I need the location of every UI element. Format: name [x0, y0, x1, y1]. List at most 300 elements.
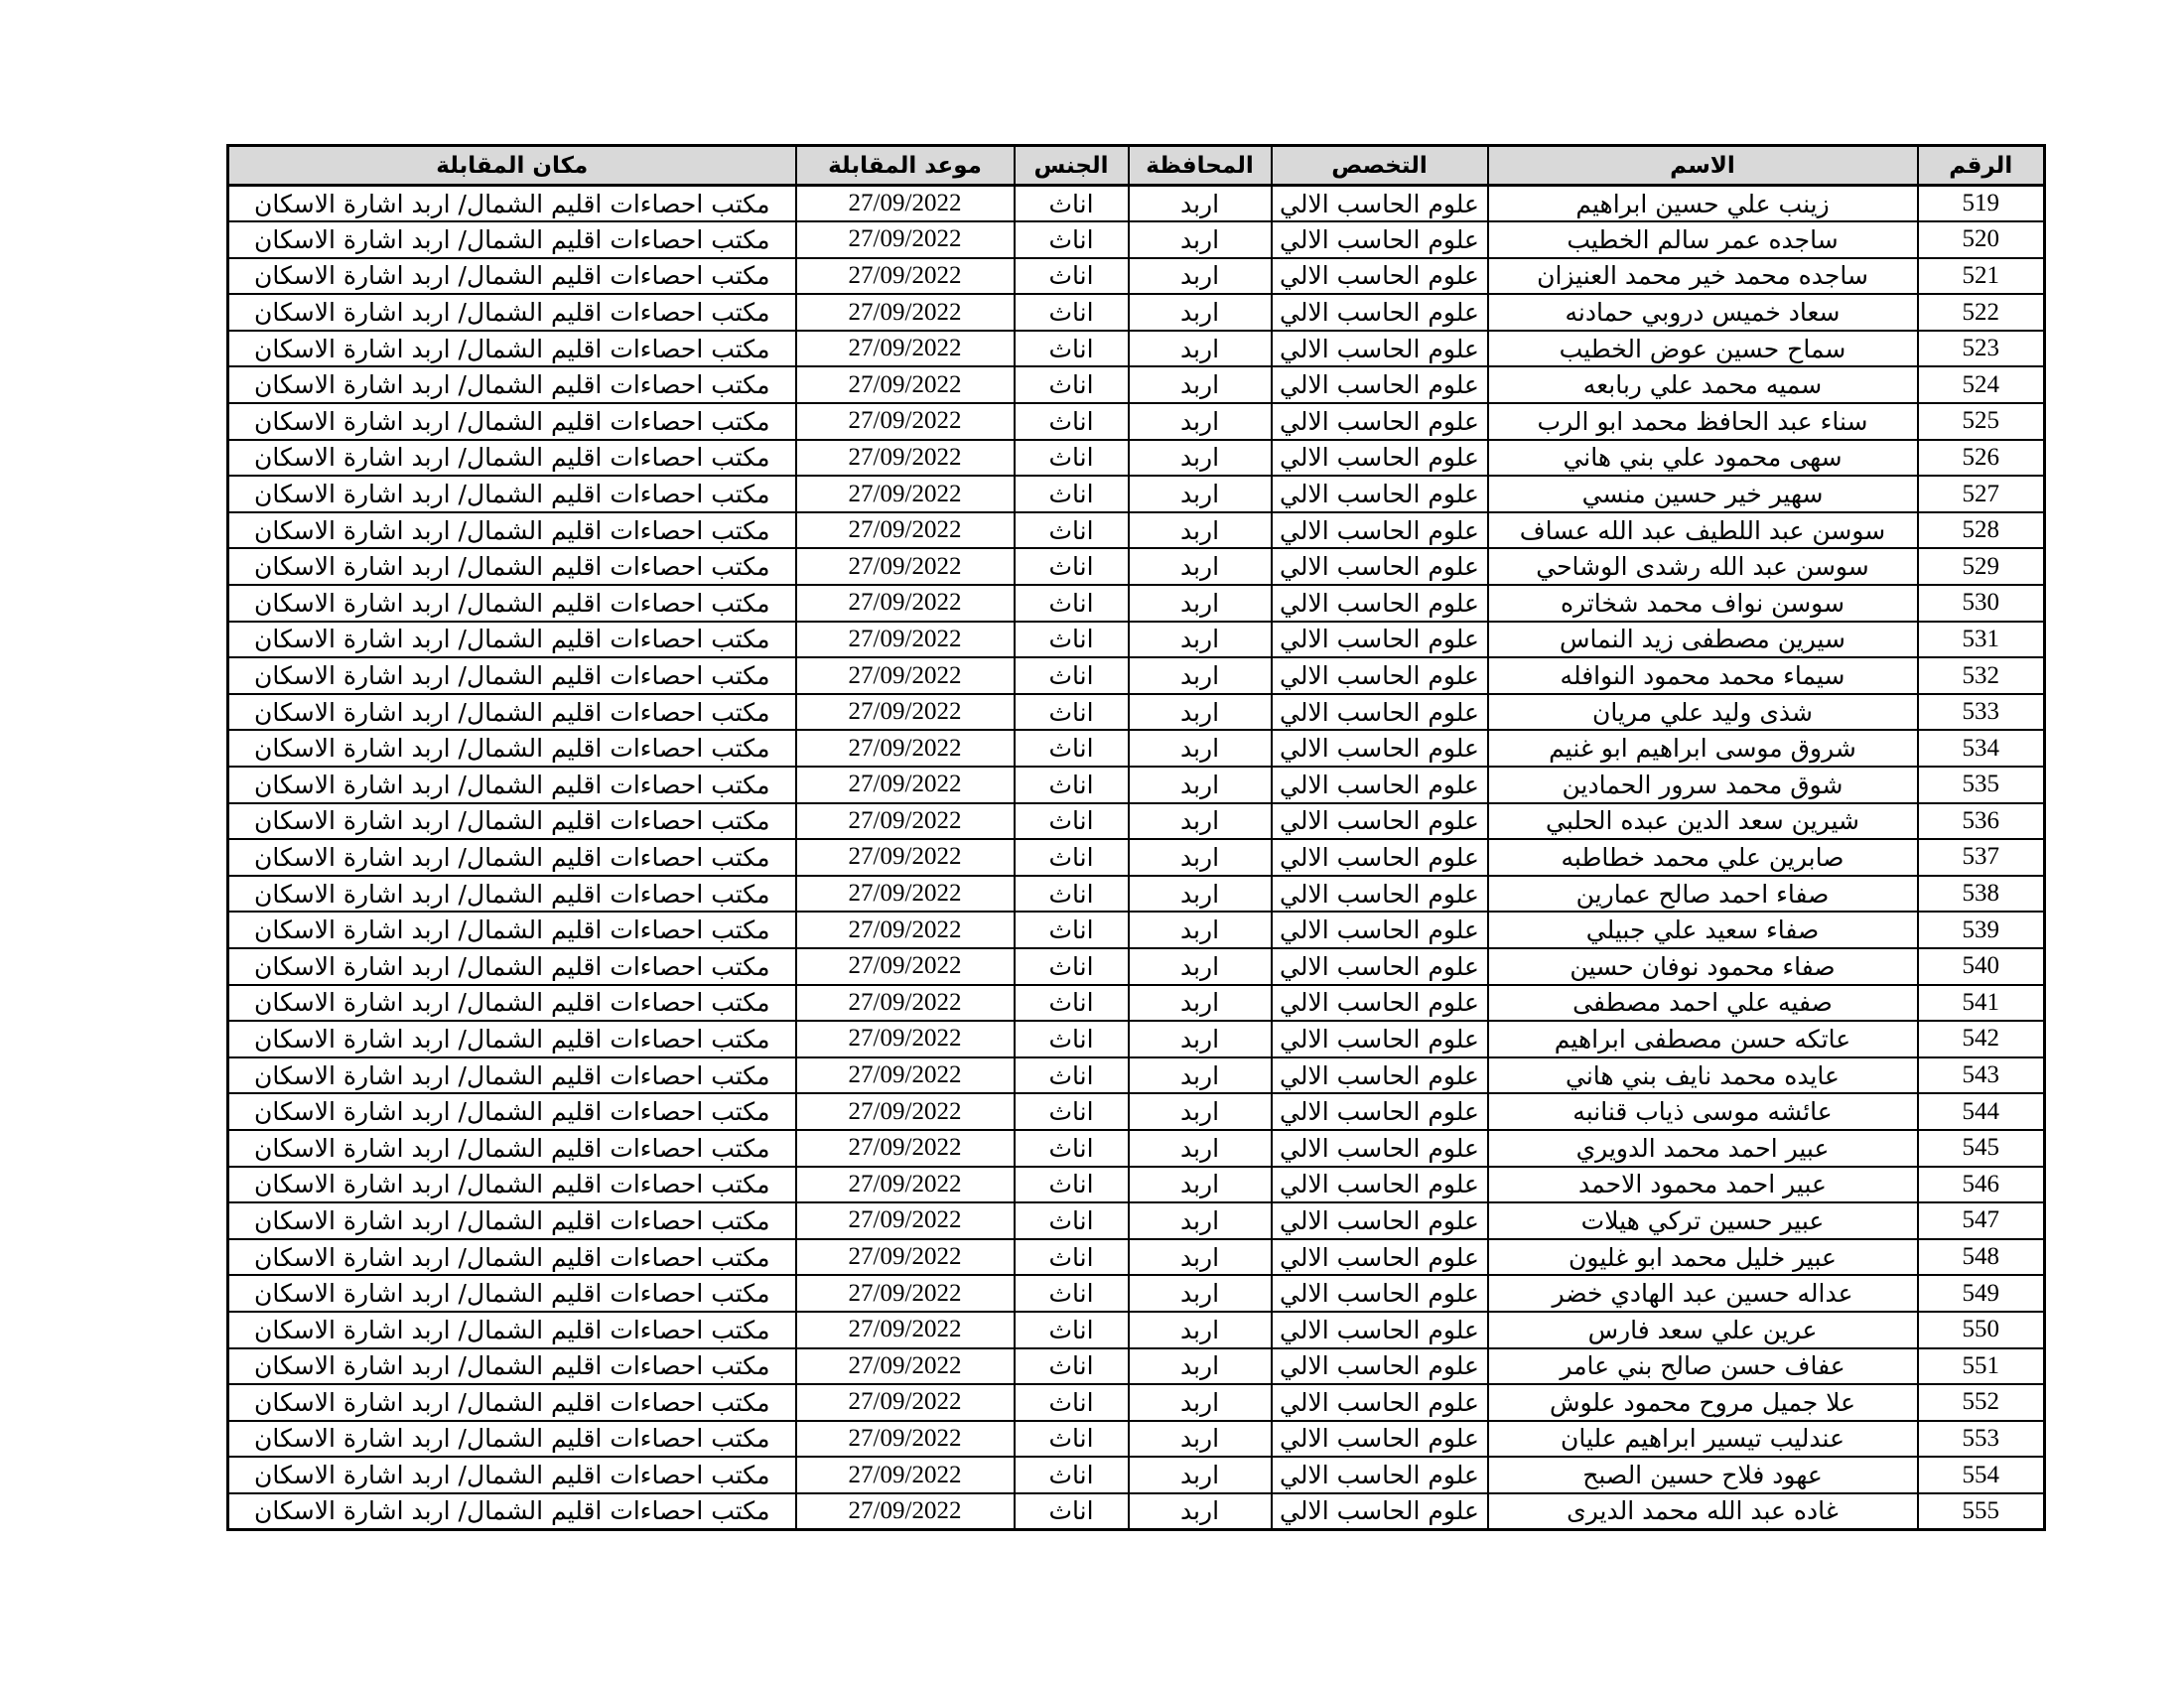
cell-specialization: علوم الحاسب الالي — [1272, 476, 1488, 512]
cell-location: مكتب احصاءات اقليم الشمال/ اربد اشارة الاسكان — [228, 767, 796, 803]
cell-gender: اناث — [1015, 476, 1129, 512]
cell-name: صفيه علي احمد مصطفى — [1488, 985, 1918, 1022]
cell-gender: اناث — [1015, 258, 1129, 295]
cell-specialization: علوم الحاسب الالي — [1272, 1057, 1488, 1094]
cell-governorate: اربد — [1129, 622, 1272, 658]
table-row — [228, 1021, 2045, 1057]
cell-location: مكتب احصاءات اقليم الشمال/ اربد اشارة الاسكان — [228, 585, 796, 622]
cell-location: مكتب احصاءات اقليم الشمال/ اربد اشارة الاسكان — [228, 1202, 796, 1239]
column-header-num: الرقم — [1918, 146, 2045, 186]
cell-num: 530 — [1918, 585, 2045, 622]
cell-gender: اناث — [1015, 1202, 1129, 1239]
cell-num: 524 — [1918, 366, 2045, 403]
cell-date: 27/09/2022 — [796, 440, 1015, 477]
cell-num: 523 — [1918, 331, 2045, 367]
interview-schedule-table-wrap — [226, 144, 2046, 1531]
cell-name: صفاء محمود نوفان حسين — [1488, 948, 1918, 985]
cell-governorate: اربد — [1129, 294, 1272, 331]
cell-gender: اناث — [1015, 294, 1129, 331]
table-row — [228, 912, 2045, 948]
cell-num: 547 — [1918, 1202, 2045, 1239]
cell-location: مكتب احصاءات اقليم الشمال/ اربد اشارة الاسكان — [228, 948, 796, 985]
table-row — [228, 476, 2045, 512]
cell-name: سماح حسين عوض الخطيب — [1488, 331, 1918, 367]
table-row — [228, 548, 2045, 585]
cell-name: عبير خليل محمد ابو غليون — [1488, 1239, 1918, 1276]
header-row — [228, 146, 2045, 186]
cell-date: 27/09/2022 — [796, 1384, 1015, 1421]
cell-specialization: علوم الحاسب الالي — [1272, 1312, 1488, 1348]
cell-specialization: علوم الحاسب الالي — [1272, 876, 1488, 913]
cell-governorate: اربد — [1129, 1421, 1272, 1458]
cell-num: 525 — [1918, 403, 2045, 440]
table-row — [228, 440, 2045, 477]
cell-location: مكتب احصاءات اقليم الشمال/ اربد اشارة الاسكان — [228, 1093, 796, 1130]
cell-specialization: علوم الحاسب الالي — [1272, 948, 1488, 985]
cell-date: 27/09/2022 — [796, 221, 1015, 258]
cell-specialization: علوم الحاسب الالي — [1272, 221, 1488, 258]
cell-date: 27/09/2022 — [796, 258, 1015, 295]
table-row — [228, 803, 2045, 840]
cell-governorate: اربد — [1129, 440, 1272, 477]
cell-specialization: علوم الحاسب الالي — [1272, 403, 1488, 440]
cell-governorate: اربد — [1129, 1167, 1272, 1203]
cell-specialization: علوم الحاسب الالي — [1272, 912, 1488, 948]
cell-governorate: اربد — [1129, 476, 1272, 512]
cell-date: 27/09/2022 — [796, 730, 1015, 767]
cell-gender: اناث — [1015, 186, 1129, 222]
cell-location: مكتب احصاءات اقليم الشمال/ اربد اشارة الاسكان — [228, 657, 796, 694]
table-row — [228, 767, 2045, 803]
cell-governorate: اربد — [1129, 512, 1272, 549]
cell-specialization: علوم الحاسب الالي — [1272, 1384, 1488, 1421]
cell-name: عهود فلاح حسين الصبح — [1488, 1457, 1918, 1493]
cell-governorate: اربد — [1129, 1275, 1272, 1312]
cell-gender: اناث — [1015, 1093, 1129, 1130]
cell-date: 27/09/2022 — [796, 186, 1015, 222]
cell-date: 27/09/2022 — [796, 657, 1015, 694]
cell-num: 534 — [1918, 730, 2045, 767]
cell-location: مكتب احصاءات اقليم الشمال/ اربد اشارة الاسكان — [228, 440, 796, 477]
cell-gender: اناث — [1015, 622, 1129, 658]
cell-name: غاده عبد الله محمد الديرى — [1488, 1493, 1918, 1530]
table-row — [228, 1093, 2045, 1130]
cell-name: صابرين علي محمد خطاطبه — [1488, 839, 1918, 876]
cell-gender: اناث — [1015, 1421, 1129, 1458]
cell-gender: اناث — [1015, 912, 1129, 948]
cell-name: صفاء سعيد علي جبيلي — [1488, 912, 1918, 948]
cell-specialization: علوم الحاسب الالي — [1272, 585, 1488, 622]
cell-num: 531 — [1918, 622, 2045, 658]
cell-gender: اناث — [1015, 876, 1129, 913]
cell-date: 27/09/2022 — [796, 1130, 1015, 1167]
cell-num: 544 — [1918, 1093, 2045, 1130]
cell-name: عندليب تيسير ابراهيم عليان — [1488, 1421, 1918, 1458]
cell-governorate: اربد — [1129, 186, 1272, 222]
cell-date: 27/09/2022 — [796, 1348, 1015, 1385]
cell-location: مكتب احصاءات اقليم الشمال/ اربد اشارة الاسكان — [228, 803, 796, 840]
cell-name: عبير حسين تركي هيلات — [1488, 1202, 1918, 1239]
cell-specialization: علوم الحاسب الالي — [1272, 512, 1488, 549]
cell-governorate: اربد — [1129, 1457, 1272, 1493]
cell-date: 27/09/2022 — [796, 985, 1015, 1022]
cell-date: 27/09/2022 — [796, 512, 1015, 549]
cell-date: 27/09/2022 — [796, 1093, 1015, 1130]
cell-name: شذى وليد علي مريان — [1488, 694, 1918, 731]
cell-date: 27/09/2022 — [796, 1457, 1015, 1493]
cell-specialization: علوم الحاسب الالي — [1272, 1130, 1488, 1167]
cell-num: 528 — [1918, 512, 2045, 549]
cell-gender: اناث — [1015, 657, 1129, 694]
cell-name: سميه محمد علي ربابعه — [1488, 366, 1918, 403]
interview-schedule-table — [226, 144, 2046, 1531]
cell-governorate: اربد — [1129, 258, 1272, 295]
cell-name: عداله حسين عبد الهادي خضر — [1488, 1275, 1918, 1312]
cell-specialization: علوم الحاسب الالي — [1272, 1239, 1488, 1276]
cell-governorate: اربد — [1129, 1093, 1272, 1130]
column-header-name: الاسم — [1488, 146, 1918, 186]
cell-location: مكتب احصاءات اقليم الشمال/ اربد اشارة الاسكان — [228, 1057, 796, 1094]
cell-gender: اناث — [1015, 1493, 1129, 1530]
cell-name: سهى محمود علي بني هاني — [1488, 440, 1918, 477]
table-row — [228, 730, 2045, 767]
cell-gender: اناث — [1015, 1057, 1129, 1094]
table-row — [228, 366, 2045, 403]
cell-gender: اناث — [1015, 1239, 1129, 1276]
cell-governorate: اربد — [1129, 548, 1272, 585]
cell-date: 27/09/2022 — [796, 1021, 1015, 1057]
table-row — [228, 258, 2045, 295]
cell-gender: اناث — [1015, 1348, 1129, 1385]
cell-name: عائشه موسى ذياب قنانبه — [1488, 1093, 1918, 1130]
table-body — [228, 186, 2045, 1530]
cell-name: عايده محمد نايف بني هاني — [1488, 1057, 1918, 1094]
cell-date: 27/09/2022 — [796, 912, 1015, 948]
cell-specialization: علوم الحاسب الالي — [1272, 1457, 1488, 1493]
cell-num: 519 — [1918, 186, 2045, 222]
cell-date: 27/09/2022 — [796, 694, 1015, 731]
cell-num: 545 — [1918, 1130, 2045, 1167]
cell-date: 27/09/2022 — [796, 403, 1015, 440]
cell-specialization: علوم الحاسب الالي — [1272, 767, 1488, 803]
cell-governorate: اربد — [1129, 1348, 1272, 1385]
cell-specialization: علوم الحاسب الالي — [1272, 839, 1488, 876]
cell-name: سوسن عبد اللطيف عبد الله عساف — [1488, 512, 1918, 549]
cell-date: 27/09/2022 — [796, 1202, 1015, 1239]
cell-num: 529 — [1918, 548, 2045, 585]
table-row — [228, 331, 2045, 367]
cell-specialization: علوم الحاسب الالي — [1272, 1202, 1488, 1239]
cell-num: 554 — [1918, 1457, 2045, 1493]
cell-location: مكتب احصاءات اقليم الشمال/ اربد اشارة الاسكان — [228, 876, 796, 913]
cell-date: 27/09/2022 — [796, 876, 1015, 913]
cell-governorate: اربد — [1129, 331, 1272, 367]
cell-gender: اناث — [1015, 1384, 1129, 1421]
cell-num: 533 — [1918, 694, 2045, 731]
cell-governorate: اربد — [1129, 1493, 1272, 1530]
column-header-governorate: المحافظة — [1129, 146, 1272, 186]
table-row — [228, 876, 2045, 913]
cell-governorate: اربد — [1129, 403, 1272, 440]
cell-date: 27/09/2022 — [796, 1493, 1015, 1530]
cell-gender: اناث — [1015, 1457, 1129, 1493]
cell-name: سعاد خميس دروبي حمادنه — [1488, 294, 1918, 331]
cell-date: 27/09/2022 — [796, 622, 1015, 658]
cell-num: 550 — [1918, 1312, 2045, 1348]
cell-specialization: علوم الحاسب الالي — [1272, 657, 1488, 694]
table-row — [228, 294, 2045, 331]
cell-location: مكتب احصاءات اقليم الشمال/ اربد اشارة الاسكان — [228, 1167, 796, 1203]
cell-governorate: اربد — [1129, 803, 1272, 840]
table-row — [228, 985, 2045, 1022]
cell-location: مكتب احصاءات اقليم الشمال/ اربد اشارة الاسكان — [228, 912, 796, 948]
cell-specialization: علوم الحاسب الالي — [1272, 1348, 1488, 1385]
cell-name: سناء عبد الحافظ محمد ابو الرب — [1488, 403, 1918, 440]
table-row — [228, 1239, 2045, 1276]
cell-specialization: علوم الحاسب الالي — [1272, 331, 1488, 367]
cell-specialization: علوم الحاسب الالي — [1272, 366, 1488, 403]
cell-governorate: اربد — [1129, 221, 1272, 258]
cell-date: 27/09/2022 — [796, 803, 1015, 840]
cell-specialization: علوم الحاسب الالي — [1272, 294, 1488, 331]
column-header-date: موعد المقابلة — [796, 146, 1015, 186]
cell-governorate: اربد — [1129, 1312, 1272, 1348]
cell-specialization: علوم الحاسب الالي — [1272, 730, 1488, 767]
cell-gender: اناث — [1015, 366, 1129, 403]
table-row — [228, 839, 2045, 876]
cell-name: صفاء احمد صالح عمارين — [1488, 876, 1918, 913]
cell-gender: اناث — [1015, 730, 1129, 767]
cell-date: 27/09/2022 — [796, 1167, 1015, 1203]
cell-location: مكتب احصاءات اقليم الشمال/ اربد اشارة الاسكان — [228, 331, 796, 367]
cell-gender: اناث — [1015, 1275, 1129, 1312]
cell-location: مكتب احصاءات اقليم الشمال/ اربد اشارة الاسكان — [228, 1384, 796, 1421]
table-row — [228, 1348, 2045, 1385]
cell-date: 27/09/2022 — [796, 1057, 1015, 1094]
cell-specialization: علوم الحاسب الالي — [1272, 985, 1488, 1022]
cell-date: 27/09/2022 — [796, 839, 1015, 876]
cell-name: ساجده محمد خير محمد العنيزان — [1488, 258, 1918, 295]
cell-gender: اناث — [1015, 948, 1129, 985]
cell-governorate: اربد — [1129, 1202, 1272, 1239]
cell-date: 27/09/2022 — [796, 366, 1015, 403]
column-header-gender: الجنس — [1015, 146, 1129, 186]
cell-specialization: علوم الحاسب الالي — [1272, 1493, 1488, 1530]
cell-date: 27/09/2022 — [796, 294, 1015, 331]
cell-location: مكتب احصاءات اقليم الشمال/ اربد اشارة الاسكان — [228, 294, 796, 331]
cell-governorate: اربد — [1129, 657, 1272, 694]
cell-location: مكتب احصاءات اقليم الشمال/ اربد اشارة الاسكان — [228, 366, 796, 403]
table-row — [228, 1384, 2045, 1421]
cell-num: 535 — [1918, 767, 2045, 803]
cell-location: مكتب احصاءات اقليم الشمال/ اربد اشارة الاسكان — [228, 1493, 796, 1530]
cell-gender: اناث — [1015, 1167, 1129, 1203]
cell-governorate: اربد — [1129, 1057, 1272, 1094]
cell-date: 27/09/2022 — [796, 1239, 1015, 1276]
cell-governorate: اربد — [1129, 767, 1272, 803]
table-row — [228, 1421, 2045, 1458]
cell-date: 27/09/2022 — [796, 548, 1015, 585]
cell-num: 549 — [1918, 1275, 2045, 1312]
cell-specialization: علوم الحاسب الالي — [1272, 186, 1488, 222]
table-row — [228, 1130, 2045, 1167]
cell-location: مكتب احصاءات اقليم الشمال/ اربد اشارة الاسكان — [228, 1348, 796, 1385]
table-row — [228, 1167, 2045, 1203]
cell-governorate: اربد — [1129, 876, 1272, 913]
cell-gender: اناث — [1015, 512, 1129, 549]
cell-location: مكتب احصاءات اقليم الشمال/ اربد اشارة الاسكان — [228, 476, 796, 512]
cell-name: زينب علي حسين ابراهيم — [1488, 186, 1918, 222]
cell-num: 538 — [1918, 876, 2045, 913]
table-row — [228, 221, 2045, 258]
cell-num: 553 — [1918, 1421, 2045, 1458]
cell-num: 548 — [1918, 1239, 2045, 1276]
cell-location: مكتب احصاءات اقليم الشمال/ اربد اشارة الاسكان — [228, 1021, 796, 1057]
cell-num: 537 — [1918, 839, 2045, 876]
cell-date: 27/09/2022 — [796, 1312, 1015, 1348]
cell-date: 27/09/2022 — [796, 1421, 1015, 1458]
cell-num: 521 — [1918, 258, 2045, 295]
cell-location: مكتب احصاءات اقليم الشمال/ اربد اشارة الاسكان — [228, 1312, 796, 1348]
cell-governorate: اربد — [1129, 1130, 1272, 1167]
cell-gender: اناث — [1015, 767, 1129, 803]
table-row — [228, 403, 2045, 440]
cell-num: 555 — [1918, 1493, 2045, 1530]
cell-governorate: اربد — [1129, 366, 1272, 403]
cell-num: 546 — [1918, 1167, 2045, 1203]
cell-governorate: اربد — [1129, 585, 1272, 622]
cell-gender: اناث — [1015, 221, 1129, 258]
cell-num: 542 — [1918, 1021, 2045, 1057]
cell-name: عفاف حسن صالح بني عامر — [1488, 1348, 1918, 1385]
cell-specialization: علوم الحاسب الالي — [1272, 548, 1488, 585]
cell-specialization: علوم الحاسب الالي — [1272, 622, 1488, 658]
cell-name: سيرين مصطفى زيد النماس — [1488, 622, 1918, 658]
cell-num: 536 — [1918, 803, 2045, 840]
cell-governorate: اربد — [1129, 1239, 1272, 1276]
cell-specialization: علوم الحاسب الالي — [1272, 1167, 1488, 1203]
cell-gender: اناث — [1015, 548, 1129, 585]
cell-governorate: اربد — [1129, 694, 1272, 731]
cell-date: 27/09/2022 — [796, 476, 1015, 512]
cell-gender: اناث — [1015, 985, 1129, 1022]
cell-num: 552 — [1918, 1384, 2045, 1421]
cell-location: مكتب احصاءات اقليم الشمال/ اربد اشارة الاسكان — [228, 512, 796, 549]
cell-gender: اناث — [1015, 585, 1129, 622]
cell-num: 541 — [1918, 985, 2045, 1022]
cell-specialization: علوم الحاسب الالي — [1272, 440, 1488, 477]
cell-specialization: علوم الحاسب الالي — [1272, 1093, 1488, 1130]
cell-name: علا جميل مروح محمود علوش — [1488, 1384, 1918, 1421]
cell-name: سوسن نواف محمد شخاتره — [1488, 585, 1918, 622]
cell-location: مكتب احصاءات اقليم الشمال/ اربد اشارة الاسكان — [228, 730, 796, 767]
cell-gender: اناث — [1015, 694, 1129, 731]
cell-num: 539 — [1918, 912, 2045, 948]
table-row — [228, 1457, 2045, 1493]
cell-gender: اناث — [1015, 1130, 1129, 1167]
cell-date: 27/09/2022 — [796, 1275, 1015, 1312]
table-row — [228, 186, 2045, 222]
cell-name: سوسن عبد الله رشدى الوشاحي — [1488, 548, 1918, 585]
cell-location: مكتب احصاءات اقليم الشمال/ اربد اشارة الاسكان — [228, 403, 796, 440]
cell-governorate: اربد — [1129, 1384, 1272, 1421]
cell-location: مكتب احصاءات اقليم الشمال/ اربد اشارة الاسكان — [228, 1239, 796, 1276]
cell-governorate: اربد — [1129, 985, 1272, 1022]
table-row — [228, 657, 2045, 694]
cell-num: 527 — [1918, 476, 2045, 512]
table-header — [228, 146, 2045, 186]
cell-location: مكتب احصاءات اقليم الشمال/ اربد اشارة الاسكان — [228, 839, 796, 876]
cell-governorate: اربد — [1129, 839, 1272, 876]
cell-specialization: علوم الحاسب الالي — [1272, 1021, 1488, 1057]
table-row — [228, 948, 2045, 985]
cell-location: مكتب احصاءات اقليم الشمال/ اربد اشارة الاسكان — [228, 694, 796, 731]
cell-date: 27/09/2022 — [796, 585, 1015, 622]
cell-specialization: علوم الحاسب الالي — [1272, 1275, 1488, 1312]
table-row — [228, 1312, 2045, 1348]
cell-governorate: اربد — [1129, 948, 1272, 985]
cell-location: مكتب احصاءات اقليم الشمال/ اربد اشارة الاسكان — [228, 548, 796, 585]
cell-gender: اناث — [1015, 1021, 1129, 1057]
cell-governorate: اربد — [1129, 912, 1272, 948]
cell-location: مكتب احصاءات اقليم الشمال/ اربد اشارة الاسكان — [228, 1421, 796, 1458]
cell-date: 27/09/2022 — [796, 331, 1015, 367]
column-header-specialization: التخصص — [1272, 146, 1488, 186]
cell-location: مكتب احصاءات اقليم الشمال/ اربد اشارة الاسكان — [228, 985, 796, 1022]
cell-num: 543 — [1918, 1057, 2045, 1094]
table-row — [228, 585, 2045, 622]
cell-date: 27/09/2022 — [796, 767, 1015, 803]
cell-name: عبير احمد محمد الدويري — [1488, 1130, 1918, 1167]
cell-gender: اناث — [1015, 803, 1129, 840]
cell-name: عاتكه حسن مصطفى ابراهيم — [1488, 1021, 1918, 1057]
cell-location: مكتب احصاءات اقليم الشمال/ اربد اشارة الاسكان — [228, 1275, 796, 1312]
cell-name: عرين علي سعد فارس — [1488, 1312, 1918, 1348]
cell-num: 526 — [1918, 440, 2045, 477]
table-row — [228, 1275, 2045, 1312]
cell-location: مكتب احصاءات اقليم الشمال/ اربد اشارة الاسكان — [228, 258, 796, 295]
cell-name: عبير احمد محمود الاحمد — [1488, 1167, 1918, 1203]
cell-gender: اناث — [1015, 403, 1129, 440]
table-row — [228, 694, 2045, 731]
cell-name: ساجده عمر سالم الخطيب — [1488, 221, 1918, 258]
table-row — [228, 1493, 2045, 1530]
cell-governorate: اربد — [1129, 730, 1272, 767]
cell-num: 532 — [1918, 657, 2045, 694]
table-row — [228, 1202, 2045, 1239]
cell-governorate: اربد — [1129, 1021, 1272, 1057]
cell-num: 551 — [1918, 1348, 2045, 1385]
cell-name: شروق موسى ابراهيم ابو غنيم — [1488, 730, 1918, 767]
cell-name: شوق محمد سرور الحمادين — [1488, 767, 1918, 803]
cell-num: 520 — [1918, 221, 2045, 258]
cell-specialization: علوم الحاسب الالي — [1272, 803, 1488, 840]
cell-location: مكتب احصاءات اقليم الشمال/ اربد اشارة الاسكان — [228, 622, 796, 658]
cell-specialization: علوم الحاسب الالي — [1272, 258, 1488, 295]
cell-location: مكتب احصاءات اقليم الشمال/ اربد اشارة الاسكان — [228, 1130, 796, 1167]
cell-specialization: علوم الحاسب الالي — [1272, 694, 1488, 731]
cell-location: مكتب احصاءات اقليم الشمال/ اربد اشارة الاسكان — [228, 221, 796, 258]
cell-gender: اناث — [1015, 440, 1129, 477]
cell-date: 27/09/2022 — [796, 948, 1015, 985]
cell-name: سيماء محمد محمود النوافله — [1488, 657, 1918, 694]
table-row — [228, 512, 2045, 549]
cell-location: مكتب احصاءات اقليم الشمال/ اربد اشارة الاسكان — [228, 1457, 796, 1493]
table-row — [228, 622, 2045, 658]
table-row — [228, 1057, 2045, 1094]
cell-name: سهير خير حسين منسي — [1488, 476, 1918, 512]
cell-specialization: علوم الحاسب الالي — [1272, 1421, 1488, 1458]
